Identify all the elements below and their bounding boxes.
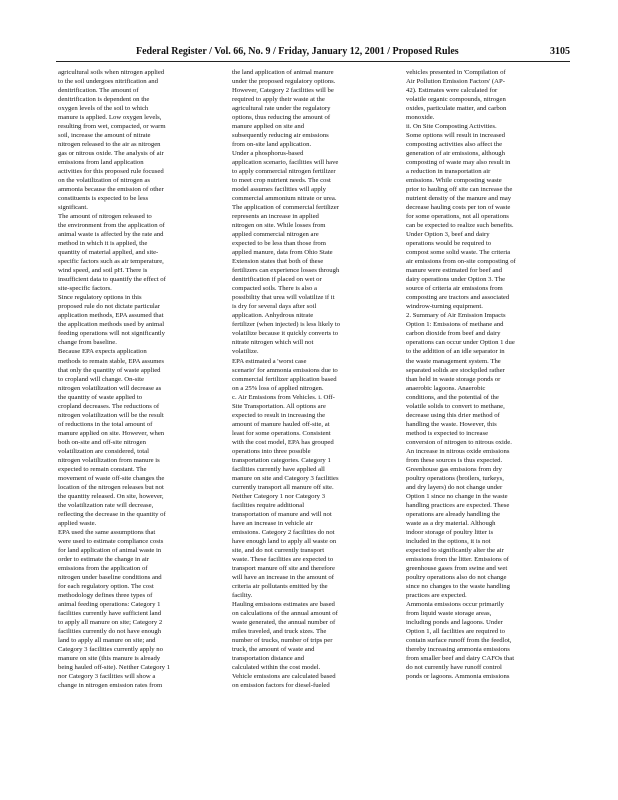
text-line: scenario' for ammonia emissions due to [232,366,338,374]
text-line: emissions. While composting waste [406,177,502,185]
text-line: to cropland will change. On-site [58,375,144,383]
text-line: manure on site and Category 3 facilities [232,474,339,482]
text-line: manure on site (this manure is already [58,655,161,663]
text-line: composting of waste may also result in [406,159,511,167]
text-line: nitrogen under baseline conditions and [58,573,162,581]
text-line: separated solids are stockpiled rather [406,366,505,374]
text-line: for some operations, not all operations [406,213,509,221]
text-line: significant. [58,204,88,212]
text-line: options, thus reducing the amount of [232,114,331,122]
text-line: Option 1 since no change in the waste [406,492,508,500]
text-line: location of the nitrogen releases but not [58,483,164,491]
text-line: application. Anhydrous nitrate [232,312,314,320]
text-line: truck, the amount of waste and [232,646,315,653]
text-line: practices are expected. [406,591,467,599]
text-line: Since regulatory options in this [58,294,142,302]
text-line: to meet crop nutrient needs. The cost [232,177,331,185]
text-line: manure applied on site and [232,123,305,131]
text-line: methods to remain stable, EPA assumes [58,357,164,365]
text-line: number of trucks, number of trips per [232,636,333,644]
text-line: contain surface runoff from the feedlot, [406,636,512,644]
text-line: monoxide. [406,114,435,122]
text-line: transport manure off site and therefore [232,564,335,572]
text-line: possibility that urea will volatilize if it [232,294,335,302]
text-line: volatilize. [232,348,259,356]
running-header-title: Federal Register / Vol. 66, No. 9 / Friday, January 12, 2001 / Proposed Rules [136,46,459,57]
text-line: animal waste is affected by the rate and [58,231,164,239]
text-line: generation of air emissions, although [406,150,505,158]
text-line: commercial ammonium nitrate or urea. [232,195,337,203]
text-line: operations can occur under Option 1 due [406,339,515,347]
text-line: the volatilization rate will decrease, [58,501,154,509]
text-line: nitrogen volatilization from manure is [58,456,160,464]
text-line: agricultural soils when nitrogen applied [58,69,165,76]
text-line: vehicles presented in 'Compilation of [406,69,506,76]
text-line: the land application of animal manure [232,69,334,76]
text-line: activities for this proposed rule focused [58,168,164,176]
text-line: decrease using this drier method of [406,411,500,419]
text-line: under the proposed regulatory options. [232,78,336,86]
page-header [56,46,570,60]
text-line: with the cost model, EPA has grouped [232,438,334,446]
text-line: the application methods used by animal [58,321,165,329]
text-line: application methods, EPA assumed that [58,312,164,320]
text-line: nitrogen released to the air as nitrogen [58,141,161,149]
text-line: represents an increase in applied [232,213,319,221]
text-column-middle [232,68,392,690]
text-line: model assumes facilities will apply [232,186,326,194]
page-number: 3105 [550,46,570,57]
text-line: Because EPA expects application [58,348,147,356]
text-line: operations into three possible [232,447,311,455]
text-line: poultry operations (broilers, turkeys, [406,474,504,482]
text-line: for land application of animal waste in [58,546,162,554]
text-line: method in which it is applied, the [58,240,148,248]
text-line: site, and do not currently transport [232,546,325,554]
text-line: conversion of nitrogen to nitrous oxide. [406,438,512,446]
header-rule [56,61,570,62]
text-line: transportation distance and [232,655,305,663]
text-column-left [58,68,218,690]
text-line: will have an increase in the amount of [232,573,334,581]
text-line: to the soil undergoes nitrification and [58,78,158,86]
text-line: commercial fertilizer application based [232,375,337,383]
text-line: resulting from wet, compacted, or warm [58,123,166,131]
text-line: for each regulatory option. The cost [58,582,154,590]
text-line: transportation of manure and will not [232,510,332,518]
text-line: nitrogen volatilization will decrease as [58,384,162,392]
text-line: wind speed, and soil pH. There is [58,267,148,275]
text-line: volatilization are considered, total [58,447,149,455]
text-line: expected to result in increasing the [232,411,326,419]
text-line: handling practices are expected. These [406,501,510,509]
text-line: air emissions from on-site composting of [406,258,516,266]
text-line: operations would be required to [406,240,492,248]
text-line: waste as a dry material. Although [406,519,496,527]
text-line: Site Transportation. All options are [232,402,326,410]
text-line: order to estimate the change in air [58,555,149,563]
text-line: windrow-turning equipment. [406,303,483,311]
text-line: currently transport all manure off site. [232,483,334,491]
text-line: The application of commercial fertilizer [232,204,339,212]
text-line: Under a phosphorus-based [232,150,304,158]
text-line: agricultural rate under the regulatory [232,105,331,113]
text-column-right [406,68,566,681]
text-line: Air Pollution Emission Factors' (AP- [406,78,505,86]
text-line: waste. These facilities are expected to [232,555,334,563]
text-line: decrease hauling costs per ton of waste [406,204,511,212]
text-line: than held in waste storage ponds or [406,375,501,383]
text-line: manure applied on site. However, when [58,429,165,437]
text-line: EPA used the same assumptions that [58,528,156,536]
text-line: to apply commercial nitrogen fertilizer [232,168,336,176]
text-line: greenhouse gases from swine and wet [406,564,508,572]
text-line: c. Air Emissions from Vehicles. i. Off- [232,393,335,401]
text-line: calculated within the cost model. [232,664,321,672]
text-line: applied waste. [58,519,97,527]
text-line: the quantity released. On site, however, [58,492,164,500]
text-line: both on-site and off-site nitrogen [58,438,146,446]
text-line: specific factors such as air temperature, [58,258,164,266]
text-line: were used to estimate compliance costs [58,537,164,545]
text-line: EPA estimated a 'worst case [232,357,307,365]
text-line: Option 1: Emissions of methane and [406,321,504,329]
text-line: ponds or lagoons. Ammonia emissions [406,673,510,681]
text-line: cropland decreases. The reductions of [58,402,160,410]
text-line: Neither Category 1 nor Category 3 [232,492,326,500]
text-line: nutrient density of the manure and may [406,195,512,203]
text-line: fertilizer (when injected) is less likely to [232,321,341,329]
text-line: Extension states that both of these [232,258,324,266]
text-line: since no changes to the waste handling [406,582,510,590]
text-line: nitrogen volatilization will be the result [58,411,164,419]
text-line: application scenario, facilities will have [232,159,339,167]
text-line: do not currently have runoff control [406,664,502,672]
text-line: Category 3 facilities currently apply no [58,646,163,653]
text-line: from on-site land application. [232,141,312,149]
text-line: the environment from the application of [58,222,165,230]
text-line: composting activities also affect the [406,141,503,149]
text-line: have an increase in vehicle air [232,519,313,527]
text-line: proposed rule do not dictate particular [58,303,160,311]
text-line: operations are already handling the [406,510,500,518]
text-line: movement of waste off-site changes the [58,474,165,482]
text-line: compost some solid waste. The criteria [406,249,511,257]
text-line: facilities currently have applied all [232,465,325,473]
text-line: applied manure, data from Ohio State [232,249,333,257]
text-line: nitrate nitrogen which will not [232,339,314,347]
text-line: indoor storage of poultry litter is [406,528,494,536]
text-line: An increase in nitrous oxide emissions [406,447,510,455]
text-line: nor Category 3 facilities will show a [58,673,156,681]
text-line: and dry layers) do not change under [406,483,503,491]
text-line: least for some operations. Consistent [232,429,331,437]
text-line: volatile organic compounds, nitrogen [406,96,506,104]
text-line: the waste management system. The [406,357,501,365]
text-line: quantity of material applied, and site- [58,249,159,257]
text-line: ii. On Site Composting Activities. [406,123,497,131]
text-line: site-specific factors. [58,285,112,293]
text-line: transportation categories. Category 1 [232,456,331,464]
text-line: Option 1, all facilities are required to [406,627,505,635]
text-line: applied commercial nitrogen are [232,231,319,239]
text-line: 2. Summary of Air Emission Impacts [406,312,506,320]
text-line: facilities currently have sufficient land [58,609,162,617]
text-line: thereby increasing ammonia emissions [406,646,510,653]
text-line: from these sources is thus expected. [406,456,503,464]
text-line: dairy operations under Option 3. The [406,276,506,284]
text-line: being hauled off-site). Neither Category 1 [58,664,171,672]
text-line: emissions from the litter. Emissions of [406,555,509,563]
text-line: of reductions in the total amount of [58,420,153,428]
text-line: poultry operations also do not change [406,573,507,581]
text-line: expected to be less than those from [232,240,326,248]
text-line: 42). Estimates were calculated for [406,87,498,95]
text-line: denitrification is dependent on the [58,96,150,104]
text-line: manure is applied. Low oxygen levels, [58,114,162,122]
text-line: from liquid waste storage areas, [406,609,492,617]
text-line: required to apply their waste at the [232,96,325,104]
text-line: anaerobic lagoons. Anaerobic [406,384,486,392]
text-line: including ponds and lagoons. Under [406,618,503,626]
text-line: change from baseline. [58,339,117,347]
text-line: method is expected to increase [406,429,489,437]
text-line: miles traveled, and truck sizes. The [232,627,327,635]
text-line: can be expected to realize such benefits. [406,222,514,230]
text-line: change in nitrogen emission rates from [58,682,163,690]
text-line: denitrification. The amount of [58,87,139,95]
text-line: on emission factors for diesel-fueled [232,682,330,690]
text-line: volatilize because it quickly converts to [232,330,339,338]
text-line: handling the waste. However, this [406,420,497,428]
text-line: subsequently reducing air emissions [232,132,329,140]
text-line: composting are tractors and associated [406,294,510,302]
text-line: constituents is expected to be less [58,195,149,203]
text-line: waste generated, the annual number of [232,618,336,626]
text-line: source of criteria air emissions from [406,285,503,293]
text-line: methodology defines three types of [58,591,153,599]
text-line: insufficient data to quantify the effect of [58,276,166,284]
text-line: oxides, particulate matter, and carbon [406,105,507,113]
text-line: from smaller beef and dairy CAFOs that [406,655,515,663]
text-line: expected to remain constant. The [58,465,147,473]
text-line: volatile solids to convert to methane, [406,402,505,410]
text-line: land to apply all manure on site; and [58,636,156,644]
text-line: on a 25% loss of applied nitrogen. [232,384,324,392]
text-line: conditions, and the potential of the [406,393,499,401]
text-line: to the addition of an idle separator in [406,348,505,356]
text-line: included in the options, it is not [406,537,491,545]
text-line: emissions from the application of [58,564,148,572]
text-line: that only the quantity of waste applied [58,366,161,374]
text-line: Hauling emissions estimates are based [232,600,335,608]
text-line: have enough land to apply all waste on [232,537,337,545]
text-line: emissions from land application [58,159,144,167]
text-line: denitrification if placed on wet or [232,276,322,284]
text-line: fertilizers can experience losses through [232,267,340,275]
text-line: feeding operations will not significantly [58,330,165,338]
text-line: nitrogen on site. While losses from [232,222,326,230]
text-line: reflecting the decrease in the quantity of [58,510,166,518]
text-line: Ammonia emissions occur primarily [406,600,504,608]
text-line: the quantity of waste applied to [58,393,143,401]
text-line: Under Option 3, beef and dairy [406,231,490,239]
text-line: animal feeding operations: Category 1 [58,600,161,608]
text-line: Vehicle emissions are calculated based [232,673,336,681]
text-line: on calculations of the annual amount of [232,609,338,617]
text-line: ammonia because the emission of other [58,186,164,194]
text-line: prior to hauling off site can increase the [406,186,513,194]
text-line: Some options will result in increased [406,132,505,140]
text-line: facilities require additional [232,501,305,509]
text-line: carbon dioxide from beef and dairy [406,330,501,338]
text-line: expected to significantly alter the air [406,546,504,554]
text-line: oxygen levels of the soil to which [58,105,149,113]
text-line: amount of manure hauled off-site, at [232,420,330,428]
text-line: facility. [232,591,253,599]
text-line: a reduction in transportation air [406,168,491,176]
text-line: gas or nitrous oxide. The analysis of air [58,150,164,158]
text-line: However, Category 2 facilities will be [232,87,334,95]
text-line: criteria air pollutants emitted by the [232,582,328,590]
text-line: compacted soils. There is also a [232,285,317,293]
text-line: soil, increase the amount of nitrate [58,132,151,140]
text-line: facilities currently do not have enough [58,627,162,635]
text-line: emissions. Category 2 facilities do not [232,528,335,536]
text-line: to apply all manure on site; Category 2 [58,618,163,626]
text-line: The amount of nitrogen released to [58,213,152,221]
text-line: Greenhouse gas emissions from dry [406,465,502,473]
text-line: is dry for several days after soil [232,303,317,311]
text-line: on the volatilization of nitrogen as [58,177,150,185]
text-line: manure were estimated for beef and [406,267,502,275]
